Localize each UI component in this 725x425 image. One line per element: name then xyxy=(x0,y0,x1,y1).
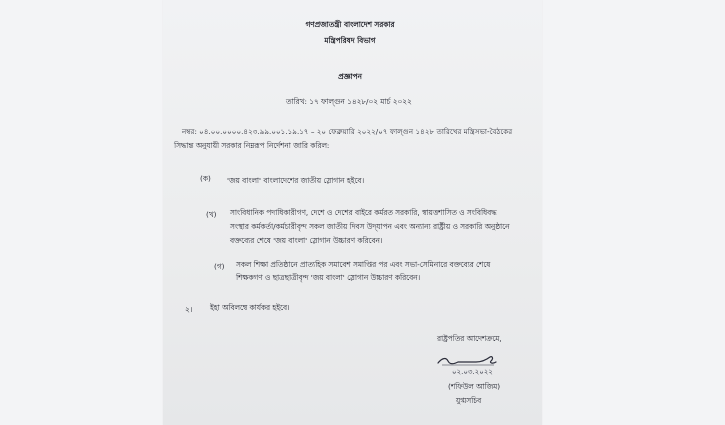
order-line: রাষ্ট্রপতির আদেশক্রমে, xyxy=(437,334,502,343)
para2-text: ইহা অবিলম্বে কার্যকর হইবে। xyxy=(210,303,290,312)
header-division: মন্ত্রিপরিষদ বিভাগ xyxy=(324,36,376,45)
signature-date: ০২.০৩.২০২২ xyxy=(452,368,493,376)
item-line: সংস্থার কর্মকর্তা/কর্মচারীবৃন্দ সকল জাতীয় দিবস উদ্‌যাপন এবং অন্যান্য রাষ্ট্রীয় ও সরকারি অনুষ্ঠানে xyxy=(230,222,510,231)
item-line: শিক্ষকগণ ও ছাত্রছাত্রীবৃন্দ 'জয় বাংলা' স্লোগান উচ্চারণ করিবেন। xyxy=(236,273,421,282)
item-line: 'জয় বাংলা' বাংলাদেশের জাতীয় স্লোগান হইবে। xyxy=(227,176,365,185)
item-line: সকল শিক্ষা প্রতিষ্ঠানে প্রাত্যহিক সমাবেশ সমাপ্তির পর এবং সভা-সেমিনারে বক্তব্যের শেষে xyxy=(236,260,491,269)
item-line: সাংবিধানিক পদাধিকারীগণ, দেশে ও দেশের বাইরে কর্মরত সরকারি, স্বায়ত্তশাসিত ও সংবিধিবদ্ধ xyxy=(230,208,497,217)
signer-name: (শফিউল আজিম) xyxy=(448,382,501,391)
item-marker: (গ) xyxy=(214,262,225,271)
signer-title: যুগ্মসচিব xyxy=(456,396,482,405)
signature-image xyxy=(436,354,498,368)
intro-line: সিদ্ধান্ত অনুযায়ী সরকার নিম্নরূপ নির্দেশনা জারি করিল: xyxy=(174,141,330,150)
item-marker: (ক) xyxy=(200,174,211,183)
document-title: প্রজ্ঞাপন xyxy=(338,72,362,81)
item-line: বক্তব্যের শেষে 'জয় বাংলা' স্লোগান উচ্চারণ করিবেন। xyxy=(230,236,383,245)
memo-line: নম্বর: ০৪.০০.০০০০.৪২৩.৯৯.০০১.১৯.১৭ – ২০ ফেব্রুয়ারি ২০২২/০৭ ফাল্গুন ১৪২৮ তারিখের মন্ত্রিসভা-বৈঠকের xyxy=(182,127,513,136)
item-marker: (খ) xyxy=(206,210,217,219)
para2-marker: ২। xyxy=(185,305,193,314)
date-line: তারিখ: ১৭ ফাল্গুন ১৪২৮/০২ মার্চ ২০২২ xyxy=(286,97,412,106)
header-government: গণপ্রজাতন্ত্রী বাংলাদেশ সরকার xyxy=(305,20,395,29)
